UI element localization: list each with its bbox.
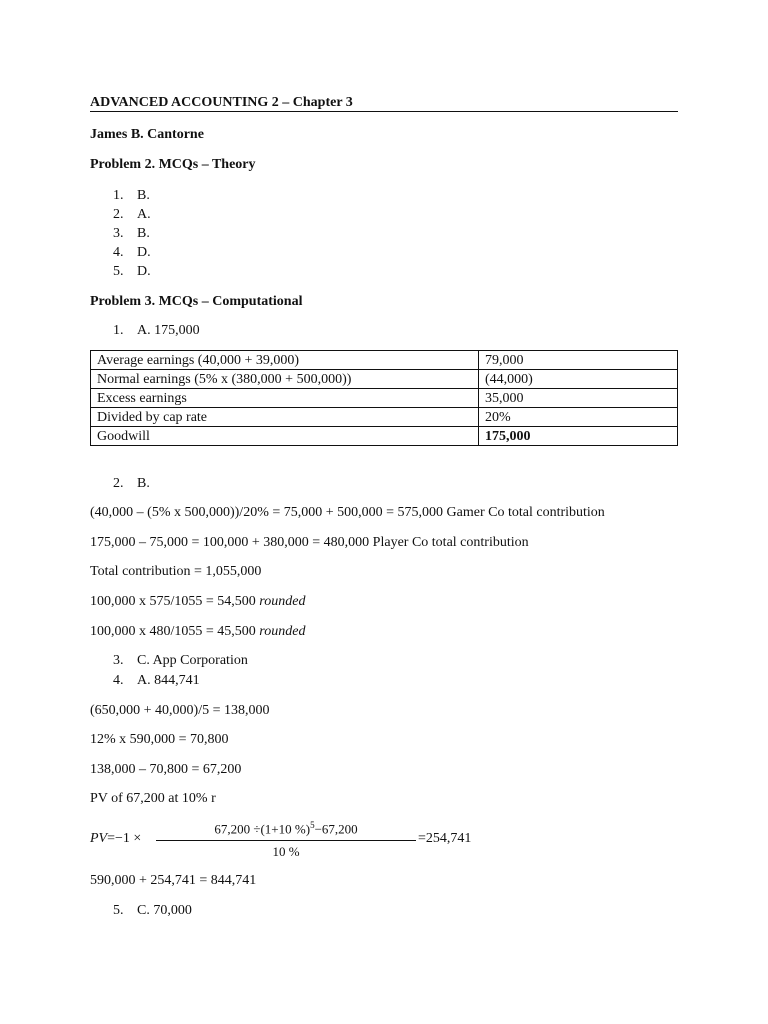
item-answer: B. xyxy=(137,476,150,491)
table-row xyxy=(91,389,678,408)
list-item xyxy=(113,476,150,492)
row-label: Divided by cap rate xyxy=(91,408,479,427)
computation-line: Total contribution = 1,055,000 xyxy=(90,564,262,579)
row-label: Goodwill xyxy=(91,427,479,446)
computation-line: 590,000 + 254,741 = 844,741 xyxy=(90,873,257,888)
item-number: 3. xyxy=(113,226,124,241)
computation-line: (40,000 – (5% x 500,000))/20% = 75,000 + 500,000 = 575,000 Gamer Co total contribution xyxy=(90,505,605,520)
list-item xyxy=(113,903,192,919)
table-row xyxy=(91,408,678,427)
computation-line xyxy=(90,624,305,640)
list-item xyxy=(113,264,151,280)
computation-line: (650,000 + 40,000)/5 = 138,000 xyxy=(90,703,270,718)
item-number: 3. xyxy=(113,653,124,668)
item-number: 5. xyxy=(113,264,124,279)
computation-line: 175,000 – 75,000 = 100,000 + 380,000 = 480,000 Player Co total contribution xyxy=(90,535,529,550)
computation-text: 100,000 x 575/1055 = 54,500 xyxy=(90,594,260,609)
item-answer: C. 70,000 xyxy=(137,903,192,918)
formula-result: =254,741 xyxy=(418,831,472,846)
formula-multiplier: =−1 × xyxy=(107,831,142,846)
computation-line xyxy=(90,594,305,610)
goodwill-table xyxy=(90,350,678,446)
fraction-bar xyxy=(156,840,416,841)
item-number: 2. xyxy=(113,476,124,491)
formula-lhs: PV xyxy=(90,831,108,846)
formula-fraction xyxy=(156,818,416,862)
item-answer: B. xyxy=(137,188,150,203)
goodwill-total: 175,000 xyxy=(479,427,678,446)
computation-line: 138,000 – 70,800 = 67,200 xyxy=(90,762,242,777)
item-number: 2. xyxy=(113,207,124,222)
row-label: Average earnings (40,000 + 39,000) xyxy=(91,351,479,370)
row-value: 20% xyxy=(479,408,678,427)
computation-line: PV of 67,200 at 10% r xyxy=(90,791,216,806)
problem2-heading: Problem 2. MCQs – Theory xyxy=(90,157,256,172)
computation-line: 12% x 590,000 = 70,800 xyxy=(90,732,229,747)
table-row xyxy=(91,427,678,446)
item-answer: D. xyxy=(137,264,151,279)
item-answer: A. 175,000 xyxy=(137,323,200,338)
item-answer: A. xyxy=(137,207,151,222)
item-number: 4. xyxy=(113,673,124,688)
item-answer: C. App Corporation xyxy=(137,653,248,668)
row-label: Excess earnings xyxy=(91,389,479,408)
list-item xyxy=(113,245,151,261)
numerator-part: −67,200 xyxy=(314,821,358,837)
numerator-exponent: 5 xyxy=(310,820,315,830)
row-label: Normal earnings (5% x (380,000 + 500,000)) xyxy=(91,370,479,389)
item-number: 1. xyxy=(113,188,124,203)
document-title: ADVANCED ACCOUNTING 2 – Chapter 3 xyxy=(90,95,353,110)
table-row xyxy=(91,370,678,389)
rounded-note: rounded xyxy=(259,594,306,609)
list-item xyxy=(113,207,151,223)
row-value: 35,000 xyxy=(479,389,678,408)
item-number: 5. xyxy=(113,903,124,918)
rounded-note: rounded xyxy=(259,624,306,639)
row-value: 79,000 xyxy=(479,351,678,370)
pv-formula xyxy=(90,818,472,862)
table-row xyxy=(91,351,678,370)
numerator-part: 67,200 ÷(1+10 %) xyxy=(214,821,311,837)
formula-numerator xyxy=(156,820,416,837)
list-item xyxy=(113,653,248,669)
item-number: 1. xyxy=(113,323,124,338)
item-answer: B. xyxy=(137,226,150,241)
list-item xyxy=(113,323,200,339)
list-item xyxy=(113,188,150,204)
formula-denominator: 10 % xyxy=(272,844,300,859)
item-answer: A. 844,741 xyxy=(137,673,200,688)
item-number: 4. xyxy=(113,245,124,260)
title-divider xyxy=(90,111,678,112)
author-name: James B. Cantorne xyxy=(90,127,204,142)
item-answer: D. xyxy=(137,245,151,260)
list-item xyxy=(113,673,200,689)
computation-text: 100,000 x 480/1055 = 45,500 xyxy=(90,624,260,639)
problem3-heading: Problem 3. MCQs – Computational xyxy=(90,294,303,309)
list-item xyxy=(113,226,150,242)
row-value: (44,000) xyxy=(479,370,678,389)
